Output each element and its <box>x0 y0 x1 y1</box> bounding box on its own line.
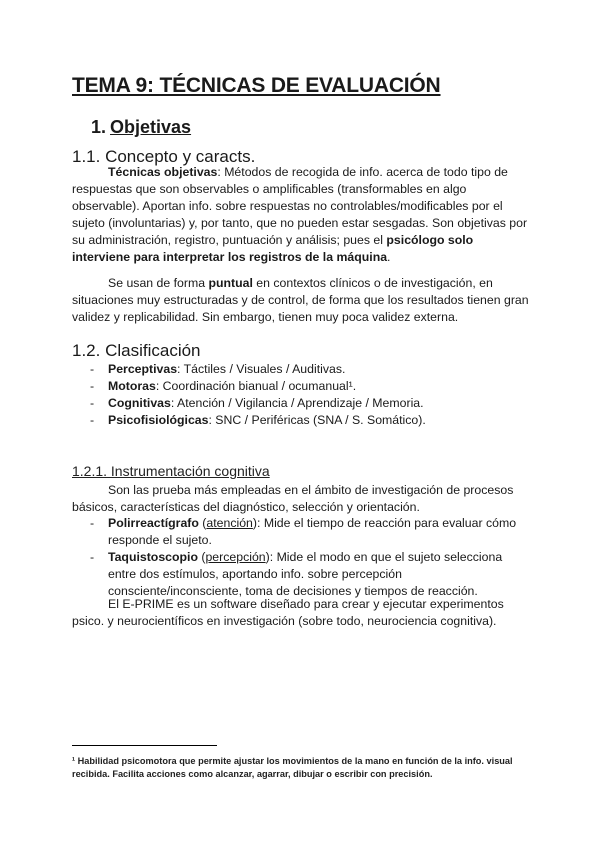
bullet-dash: - <box>90 413 95 427</box>
subsection-heading-concepto: 1.1. Concepto y caracts. <box>72 147 256 166</box>
bold-text: interviene para interpretar los registros de la máquina <box>72 250 388 264</box>
text: ): Mide el modo en que el sujeto selecciona <box>265 550 503 564</box>
text: en contextos clínicos o de investigación, en <box>252 276 493 290</box>
list-term: Psicofisiológicas <box>108 413 209 427</box>
para-line: sujeto (involuntarias) y, por tanto, que no pueden estar sesgadas. Son objetivas por <box>72 216 528 230</box>
list-term: Polirreactígrafo <box>108 516 199 530</box>
list-text: : Táctiles / Visuales / Auditivas. <box>177 362 346 376</box>
bullet-dash: - <box>90 396 95 410</box>
text: responde el sujeto. <box>108 533 212 547</box>
page-title: TEMA 9: TÉCNICAS DE EVALUACIÓN <box>72 74 441 97</box>
text: consciente/inconsciente, toma de decisiones y tiempos de reacción. <box>108 584 478 598</box>
bold-text: psicólogo solo <box>386 233 474 247</box>
text: ( <box>197 550 206 564</box>
list-term: Motoras <box>108 379 156 393</box>
list-text: : SNC / Periféricas (SNA / S. Somático). <box>208 413 426 427</box>
para-line: Son las prueba más empleadas en el ámbito de investigación de procesos <box>108 483 514 497</box>
text: . <box>387 250 391 264</box>
link-percepcion: percepción <box>205 550 266 564</box>
para-line <box>72 275 530 292</box>
bullet-dash: - <box>90 516 95 530</box>
para-line <box>72 164 530 181</box>
paragraph-uso-puntual <box>72 275 530 326</box>
footnote <box>72 755 513 781</box>
para-line: El E-PRIME es un software diseñado para crear y ejecutar experimentos <box>108 597 504 611</box>
bold-text: puntual <box>208 276 253 290</box>
list-term: Perceptivas <box>108 362 178 376</box>
section-label: Objetivas <box>110 117 192 137</box>
bullet-dash: - <box>90 379 95 393</box>
para-line <box>72 249 530 266</box>
para-line: psico. y neurocientíficos en investigación (sobre todo, neurociencia cognitiva). <box>72 614 497 628</box>
subsubsection-heading-instrumentacion: 1.2.1. Instrumentación cognitiva <box>72 463 270 479</box>
para-line: respuestas que son observables o amplificables (transformables en algo <box>72 182 467 196</box>
term-tecnicas-objetivas: Técnicas objetivas <box>108 165 218 179</box>
list-term: Taquistoscopio <box>108 550 198 564</box>
para-line: básicos, características del diagnóstico, selección y orientación. <box>72 500 420 514</box>
text: ( <box>198 516 207 530</box>
list-text: : Coordinación bianual / ocumanual¹. <box>155 379 357 393</box>
paragraph-tecnicas-objetivas <box>72 164 530 266</box>
bullet-dash: - <box>90 550 95 564</box>
text: su administración, registro, puntuación y análisis; pues el <box>72 233 387 247</box>
list-text: : Atención / Vigilancia / Aprendizaje / Memoria. <box>170 396 424 410</box>
para-line: validez y replicabilidad. Sin embargo, tienen muy poca validez externa. <box>72 310 459 324</box>
footnote-line: recibida. Facilita acciones como alcanzar, agarrar, dibujar o escribir con precisión. <box>72 769 433 779</box>
list-term: Cognitivas <box>108 396 171 410</box>
bullet-dash: - <box>90 362 95 376</box>
section-heading-objetivas <box>91 117 191 138</box>
para-line: situaciones muy estructuradas y de control, de forma que los resultados tienen gran <box>72 293 529 307</box>
text: ): Mide el tiempo de reacción para evaluar cómo <box>252 516 517 530</box>
footnote-line: ¹ Habilidad psicomotora que permite ajustar los movimientos de la mano en función de la info. visual <box>72 756 513 766</box>
paragraph-eprime <box>72 596 530 630</box>
text: entre dos estímulos, aportando info. sobre percepción <box>108 567 402 581</box>
text: Se usan de forma <box>108 276 209 290</box>
para-line <box>72 232 530 249</box>
para-line: observable). Aportan info. sobre respuestas no controlables/modificables por el <box>72 199 503 213</box>
subsection-heading-clasificacion: 1.2. Clasificación <box>72 341 201 360</box>
text: : Métodos de recogida de info. acerca de todo tipo de <box>217 165 508 179</box>
footnote-divider <box>72 745 217 746</box>
link-atencion: atención <box>206 516 253 530</box>
section-number: 1. <box>91 117 107 137</box>
paragraph-instrumentacion-intro <box>72 482 530 516</box>
